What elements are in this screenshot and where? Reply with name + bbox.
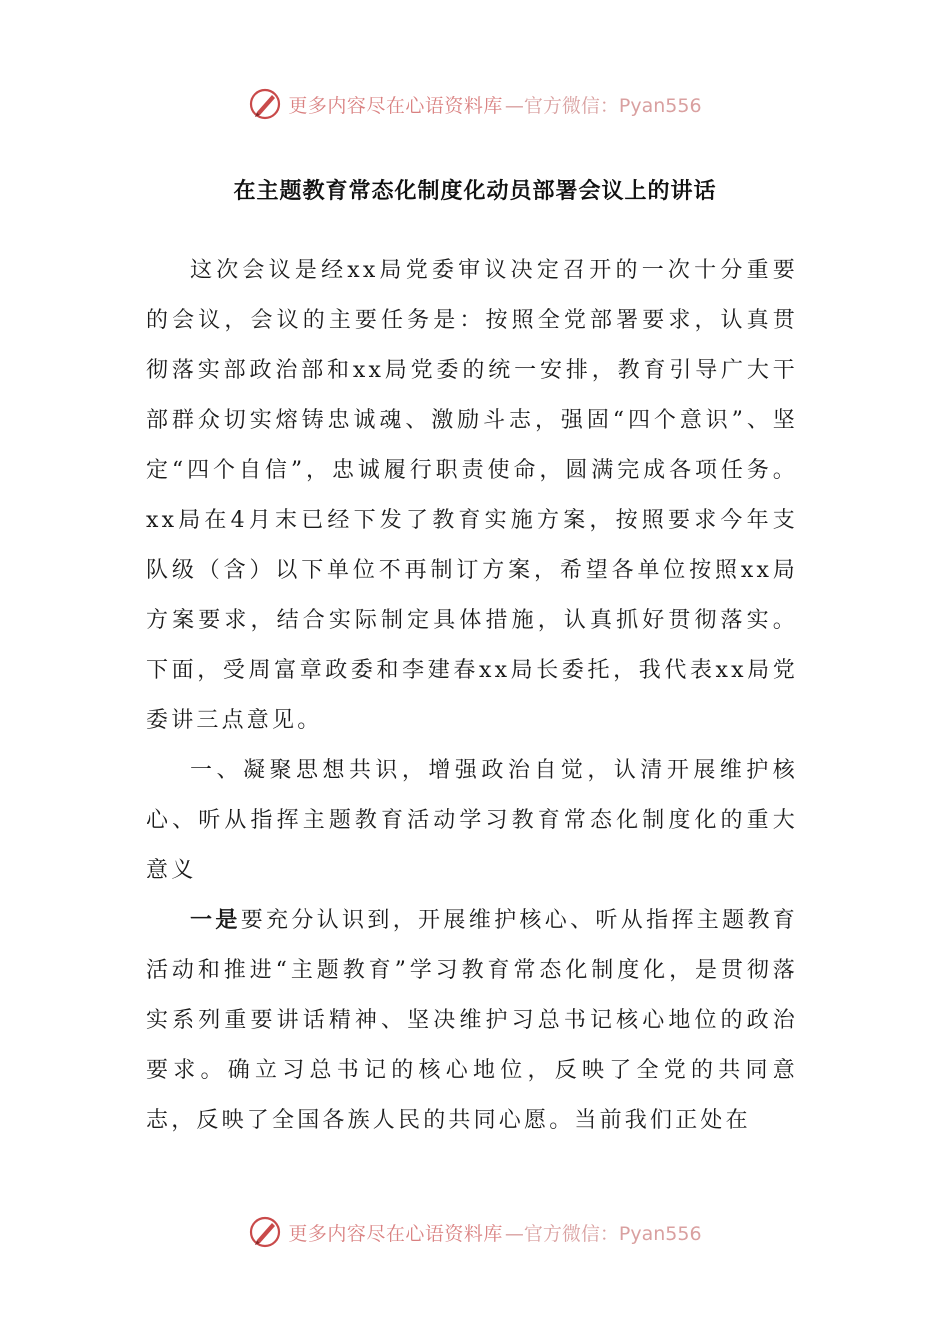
pen-logo-icon <box>248 1215 282 1249</box>
document-title: 在主题教育常态化制度化动员部署会议上的讲话 <box>233 179 717 204</box>
paragraph-section-heading <box>146 746 798 896</box>
pen-logo-icon <box>248 87 282 121</box>
watermark-footer <box>0 1212 950 1252</box>
watermark-main-text: 更多内容尽在心语资料库 <box>288 1222 503 1245</box>
paragraph-text: 一、凝聚思想共识，增强政治自觉，认清开展维护核心、听从指挥主题教育活动学习教育常态化制度化的重大意义 <box>146 758 798 883</box>
paragraph-intro <box>146 246 798 746</box>
paragraph-lead: 一是 <box>190 908 241 933</box>
document-body <box>146 246 798 1146</box>
paragraph-point-one <box>146 896 798 1146</box>
watermark-sub-text: —官方微信：Pyan556 <box>504 1222 702 1245</box>
watermark-header <box>0 84 950 124</box>
paragraph-text: 这次会议是经xx局党委审议决定召开的一次十分重要的会议，会议的主要任务是：按照全党部署要求，认真贯彻落实部政治部和xx局党委的统一安排，教育引导广大干部群众切实熔铸忠诚魂、激励斗志，强固“四个意识”、坚定“四个自信”，忠诚履行职责使命，圆满完成各项任务。xx局在4月末已经下发了教育实施方案，按照要求今年支队级（含）以下单位不再制订方案，希望各单位按照xx局方案要求，结合实际制定具体措施，认真抓好贯彻落实。下面，受周富章政委和李建春xx局长委托，我代表xx局党委讲三点意见。 <box>146 258 798 733</box>
watermark-main-text: 更多内容尽在心语资料库 <box>288 94 503 117</box>
paragraph-text: 要充分认识到，开展维护核心、听从指挥主题教育活动和推进“主题教育”学习教育常态化制度化，是贯彻落实系列重要讲话精神、坚决维护习总书记核心地位的政治要求。确立习总书记的核心地位，反映了全党的共同意志，反映了全国各族人民的共同心愿。当前我们正处在 <box>146 908 798 1133</box>
watermark-sub-text: —官方微信：Pyan556 <box>504 94 702 117</box>
